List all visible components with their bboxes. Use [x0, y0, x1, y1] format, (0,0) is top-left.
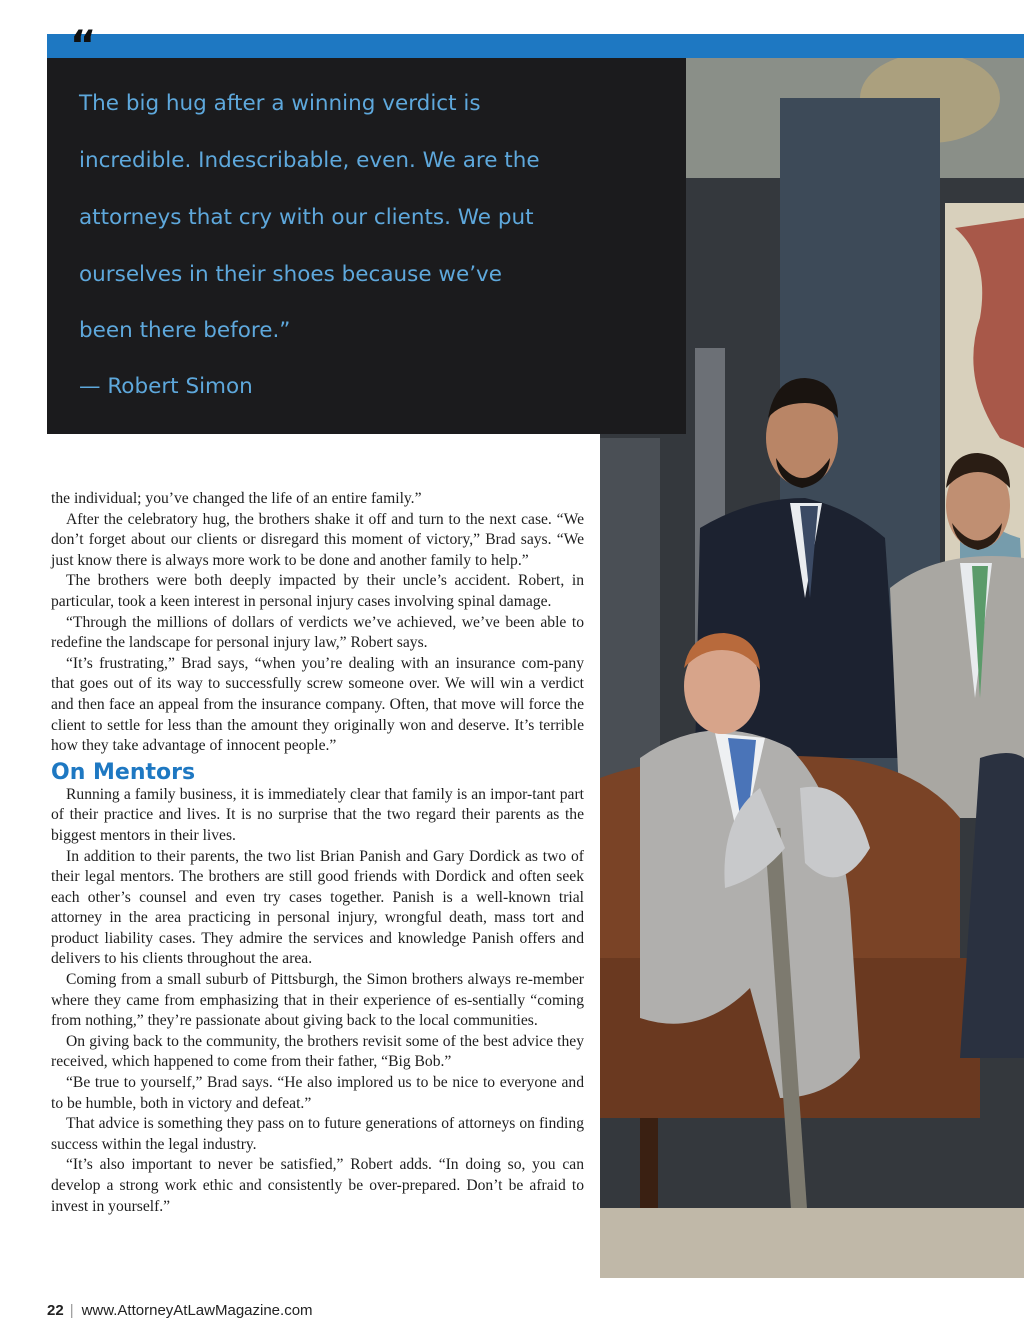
article-paragraph: Coming from a small suburb of Pittsburgh, the Simon brothers always re-member where they came from emphasizing that in their experience of es-sentially “coming from nothing,” they’re passionate about giving back to the local communities.: [51, 971, 584, 1030]
article-body: [51, 489, 584, 1217]
footer-divider: |: [69, 1302, 74, 1319]
article-paragraph: the individual; you’ve changed the life of an entire family.”: [51, 490, 422, 507]
website-link[interactable]: www.AttorneyAtLawMagazine.com: [81, 1302, 313, 1319]
pull-quote-box: [47, 58, 686, 434]
page-number: 22: [47, 1302, 64, 1319]
article-paragraph: On giving back to the community, the brothers revisit some of the best advice they received, which happened to come from their father, “Big Bob.”: [51, 1032, 584, 1071]
article-paragraph: “Through the millions of dollars of verdicts we’ve achieved, we’ve been able to redefine the landscape for personal injury law,” Robert says.: [51, 613, 584, 652]
article-paragraph: “It’s also important to never be satisfied,” Robert adds. “In doing so, you can develop a strong work ethic and consistently be over-prepared. Don’t be afraid to invest in yourself.”: [51, 1156, 584, 1215]
pull-quote-attribution: — Robert Simon: [79, 374, 253, 399]
article-paragraph: That advice is something they pass on to future generations of attorneys on finding success within the legal industry.: [51, 1115, 584, 1153]
page-footer: [47, 1302, 313, 1319]
article-paragraph: “It’s frustrating,” Brad says, “when you’re dealing with an insurance com-pany that goes out of its way to successfully screw someone over. We will win a verdict and then face an appeal from the insurance company. Often, that move will force the client to settle for less than the amount they originally won and deserve. It’s terrible how they take advantage of innocent people.”: [51, 654, 584, 755]
pull-quote-line-1: The big hug after a winning verdict is: [79, 91, 481, 116]
article-paragraph: “Be true to yourself,” Brad says. “He also implored us to be nice to everyone and to be humble, both in victory and defeat.”: [51, 1074, 584, 1112]
pull-quote-line-2: incredible. Indescribable, even. We are the: [79, 148, 540, 173]
section-heading: On Mentors: [51, 759, 196, 785]
pull-quote-line-3: attorneys that cry with our clients. We put: [79, 205, 534, 230]
article-paragraph: Running a family business, it is immediately clear that family is an impor-tant part of their practice and lives. It is no surprise that the two regard their parents as the biggest mentors in their lives.: [51, 785, 584, 844]
top-accent-bar: [47, 34, 1024, 58]
pull-quote-line-5: been there before.”: [79, 318, 291, 343]
article-paragraph: The brothers were both deeply impacted by their uncle’s accident. Robert, in particular, took a keen interest in personal injury cases involving spinal damage.: [51, 572, 584, 610]
article-paragraph: In addition to their parents, the two list Brian Panish and Gary Dordick as two of their legal mentors. The brothers are still good friends with Dordick and often seek each other’s counsel and even try cases together. Panish is a well-known trial attorney in the area practicing in personal injury, wrongful death, mass tort and product liability cases. They admire the services and knowledge Panish offers and delivers to his clients throughout the area.: [51, 847, 584, 968]
quote-mark-icon: “: [70, 23, 93, 69]
article-paragraph: After the celebratory hug, the brothers shake it off and turn to the next case. “We don’t forget about our clients or disregard this moment of victory,” Brad says. “We just know there is always more work to be done and another family to help.”: [51, 510, 584, 569]
pull-quote-line-4: ourselves in their shoes because we’ve: [79, 262, 502, 287]
